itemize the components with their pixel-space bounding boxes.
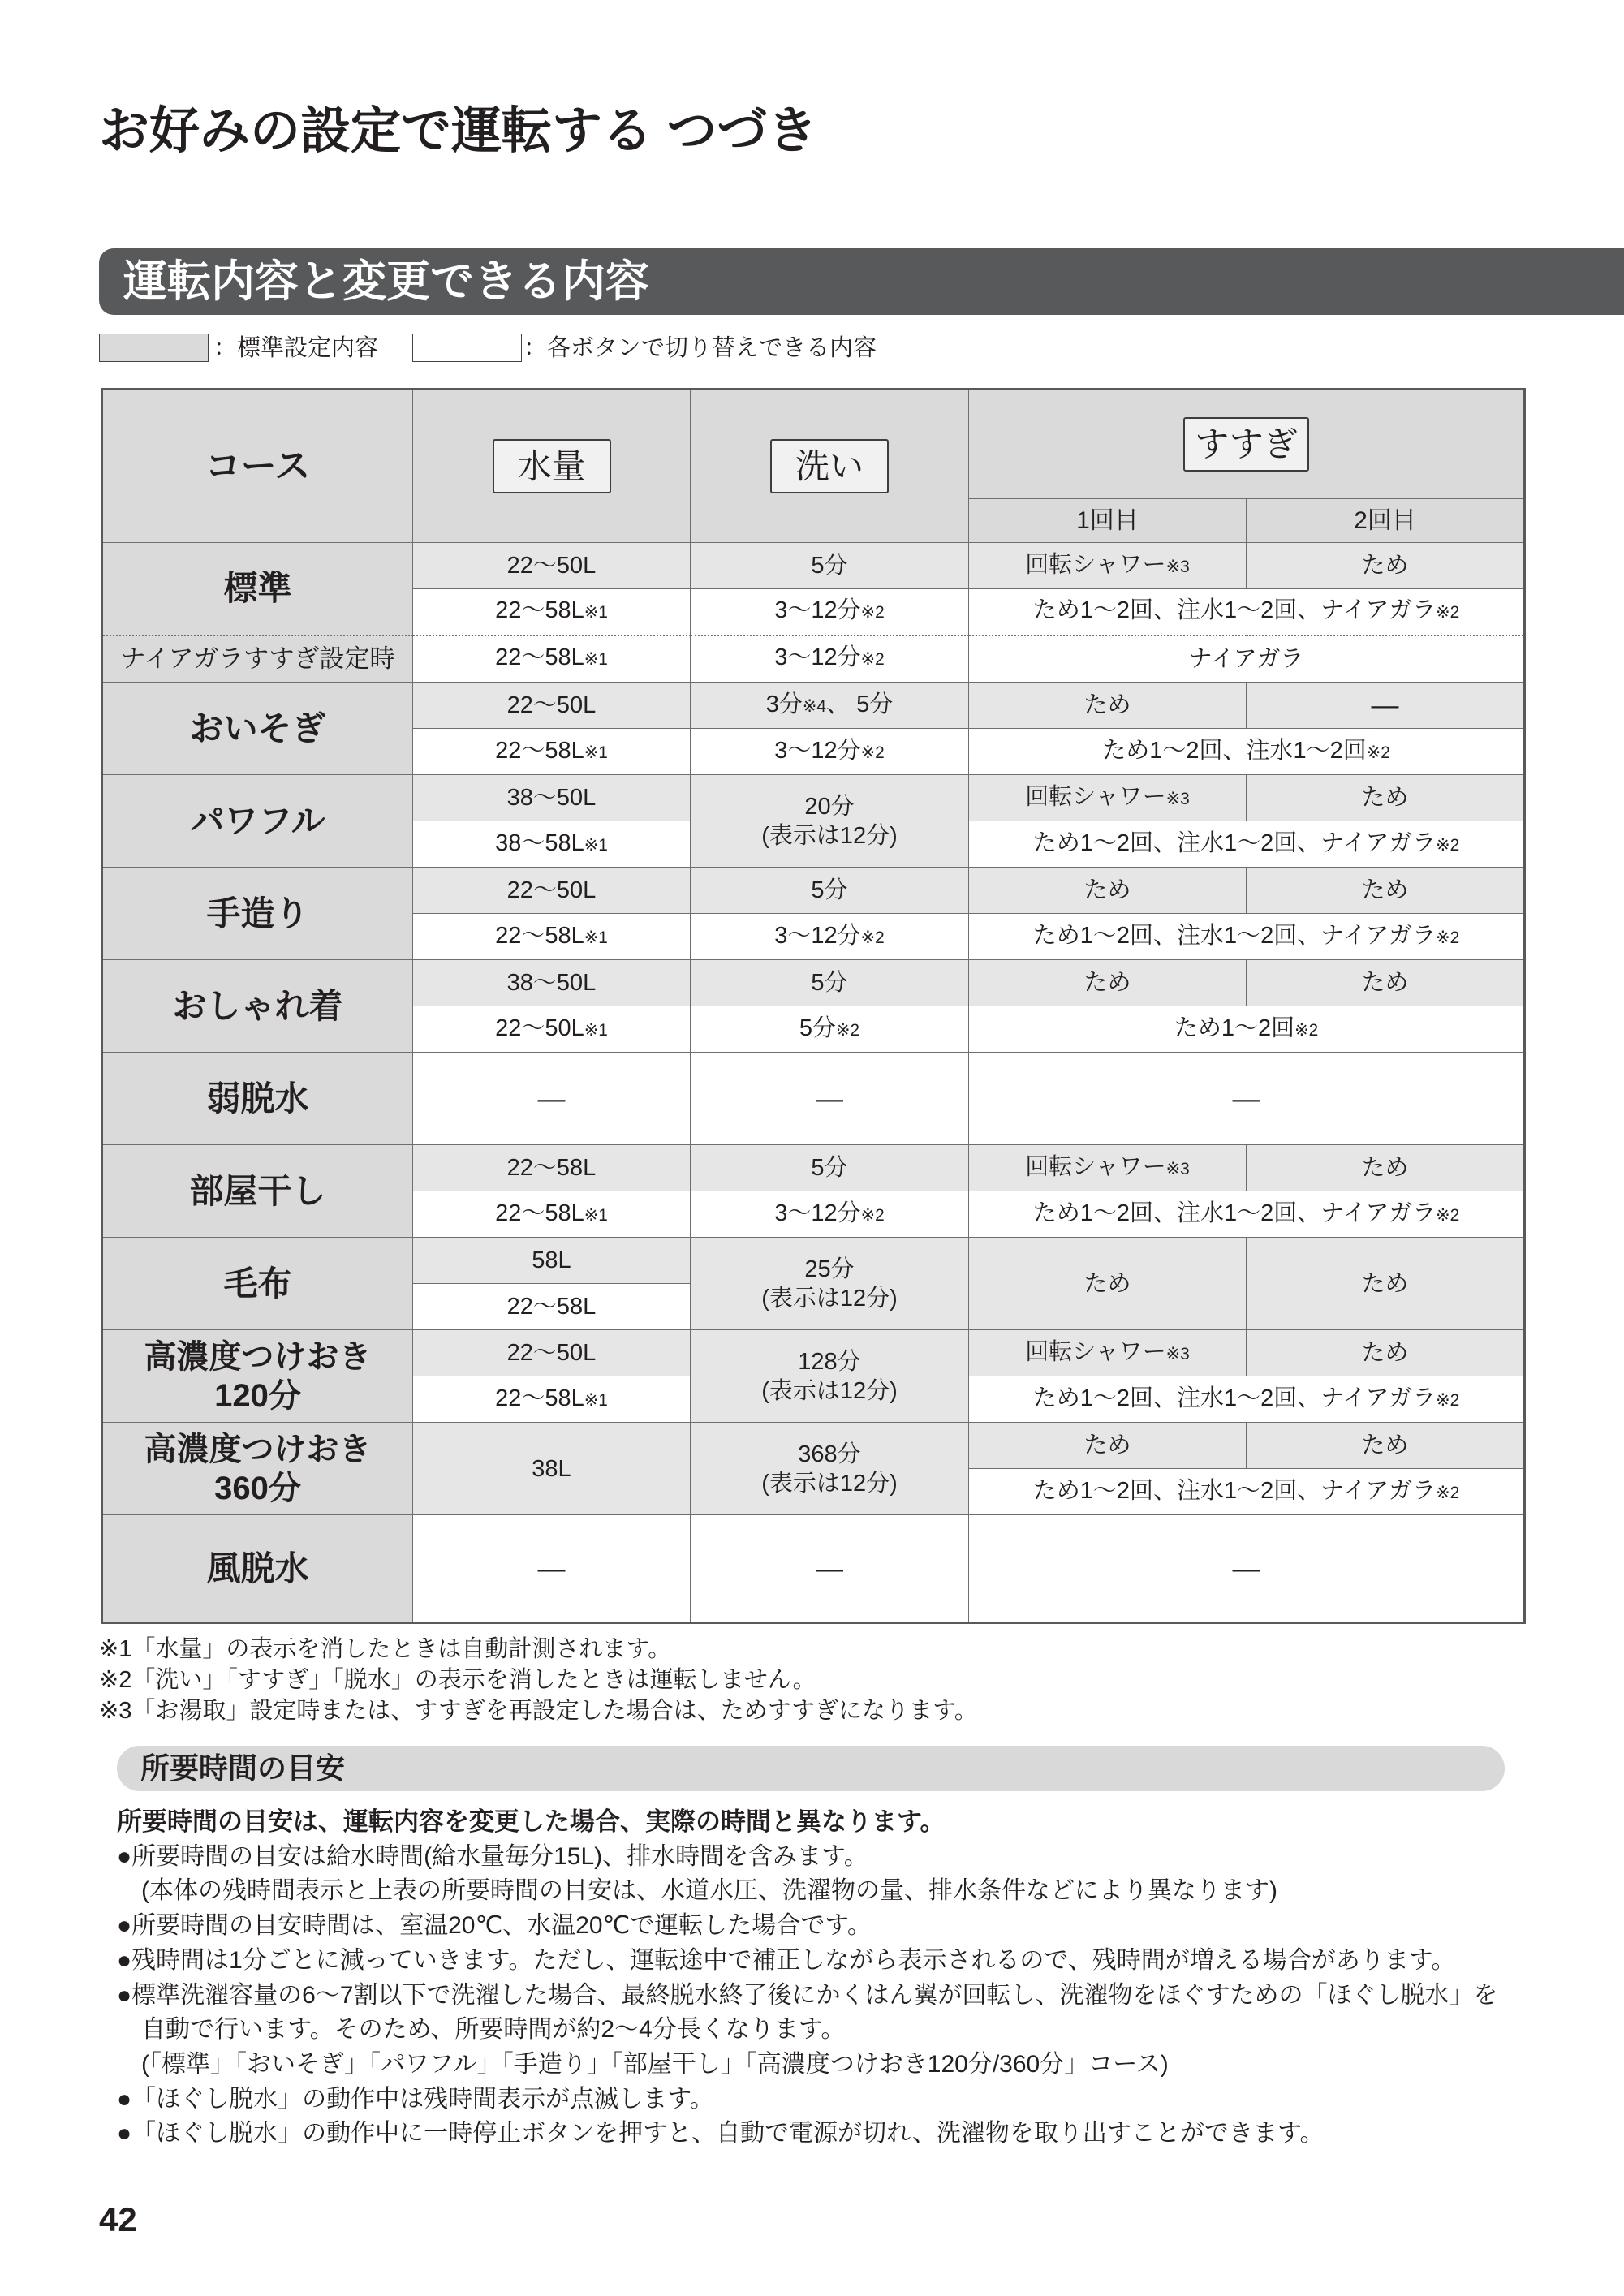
powerful-water-options: 38〜58L※1 [413,821,691,868]
course-air-dry: 風脱水 [102,1515,413,1623]
delicate-rinse-options: ため1〜2回※2 [969,1006,1525,1053]
course-soak-360-time: 360分 [214,1470,301,1506]
note-marker: ※1 [584,650,608,670]
note-marker: ※2 [836,1020,860,1040]
header-rinse [969,390,1525,499]
course-indoor-dry: 部屋干し [102,1145,413,1238]
soak-120-wash [691,1330,969,1423]
note-marker: ※1 [584,743,608,762]
duration-notes [117,1805,1602,2152]
indoor-dry-rinse2-default: ため [1247,1145,1525,1191]
header-rinse-1st: 1回目 [969,499,1247,543]
soak-120-rinse1-default: 回転シャワー※3 [969,1330,1247,1376]
soak-120-wash-display: (表示は12分) [761,1377,898,1404]
course-blanket: 毛布 [102,1238,413,1330]
soak-120-wash-time: 128分 [798,1348,861,1375]
note-marker: ※3 [1165,1159,1190,1178]
note-marker: ※1 [584,928,608,947]
standard-rinse-options: ため1〜2回、注水1〜2回、ナイアガラ※2 [969,589,1525,635]
soak-120-water-options: 22〜58L※1 [413,1376,691,1423]
standard-rinse2-default: ため [1247,543,1525,589]
course-delicate: おしゃれ着 [102,960,413,1053]
footnotes [99,1634,1560,1726]
note-marker: ※1 [584,1205,608,1225]
note-marker: ※2 [1436,1390,1460,1410]
standard-wash-default: 5分 [691,543,969,589]
soak-120-water-default: 22〜50L [413,1330,691,1376]
header-water [413,390,691,543]
powerful-rinse2-default: ため [1247,775,1525,821]
niagara-water: 22〜58L※1 [413,635,691,683]
footnote-1: ※1「水量」の表示を消したときは自動計測されます。 [99,1636,672,1662]
note-marker: ※2 [860,1205,885,1225]
bullet-item: ●残時間は1分ごとに減っていきます。ただし、運転途中で補正しながら表示されるので、残時間が増える場合があります。 [117,1946,1456,1974]
note-marker: ※2 [1294,1020,1319,1040]
course-soak-120-name: 高濃度つけおき [144,1338,372,1375]
handmade-rinse2-default: ため [1247,868,1525,914]
powerful-wash [691,775,969,868]
blanket-rinse2: ため [1247,1238,1525,1330]
course-niagara-setting: ナイアガラすすぎ設定時 [102,635,413,683]
note-marker: ※2 [1366,743,1390,762]
standard-water-options: 22〜58L※1 [413,589,691,635]
note-marker: ※2 [860,650,885,670]
weak-spin-water: — [413,1053,691,1145]
handmade-rinse1-default: ため [969,868,1247,914]
blanket-wash [691,1238,969,1330]
powerful-water-default: 38〜50L [413,775,691,821]
duration-lead: 所要時間の目安は、運転内容を変更した場合、実際の時間と異なります。 [117,1807,946,1836]
note-marker: ※2 [860,603,885,622]
standard-rinse1-default: 回転シャワー※3 [969,543,1247,589]
course-soak-120-time: 120分 [214,1377,301,1414]
delicate-wash-options: 5分※2 [691,1006,969,1053]
wash-button-label: 洗い [770,439,889,493]
indoor-dry-rinse-options: ため1〜2回、注水1〜2回、ナイアガラ※2 [969,1191,1525,1238]
powerful-wash-display: (表示は12分) [761,822,898,849]
footnote-2: ※2「洗い」「すすぎ」「脱水」の表示を消したときは運転しません。 [99,1667,816,1693]
bullet-item: ●「ほぐし脱水」の動作中は残時間表示が点滅します。 [117,2085,714,2113]
powerful-rinse1-default: 回転シャワー※3 [969,775,1247,821]
bullet-item: ●標準洗濯容量の6〜7割以下で洗濯した場合、最終脱水終了後にかくはん翼が回転し、洗濯物をほぐすための「ほぐし脱水」を [117,1981,1498,2009]
note-marker: ※2 [1436,835,1460,855]
indoor-dry-wash-options: 3〜12分※2 [691,1191,969,1238]
note-marker: ※2 [1436,928,1460,947]
legend [99,332,1073,364]
course-weak-spin: 弱脱水 [102,1053,413,1145]
course-handmade: 手造り [102,868,413,960]
note-marker: ※2 [860,928,885,947]
header-wash [691,390,969,543]
powerful-rinse-options: ため1〜2回、注水1〜2回、ナイアガラ※2 [969,821,1525,868]
course-settings-table [101,388,1526,1624]
note-marker: ※1 [584,1020,608,1040]
course-soak-360-name: 高濃度つけおき [144,1431,372,1467]
niagara-rinse: ナイアガラ [969,635,1525,683]
air-dry-rinse: — [969,1515,1525,1623]
indoor-dry-wash-default: 5分 [691,1145,969,1191]
legend-switchable-label: ：各ボタンで切り替えできる内容 [523,335,877,361]
legend-standard-label: ：標準設定内容 [213,335,379,361]
bullet-item: ●所要時間の目安時間は、室温20℃、水温20℃で運転した場合です。 [117,1912,872,1940]
soak-360-wash-time: 368分 [798,1441,861,1467]
blanket-water-options: 22〜58L [413,1284,691,1330]
legend-standard-swatch [99,334,209,362]
blanket-water-default: 58L [413,1238,691,1284]
water-button-label: 水量 [493,439,611,493]
soak-360-rinse1-default: ため [969,1423,1247,1469]
subsection-title: 所要時間の目安 [140,1751,346,1785]
delicate-rinse1-default: ため [969,960,1247,1006]
header-rinse-2nd: 2回目 [1247,499,1525,543]
note-marker: ※2 [1436,1483,1460,1502]
oisogi-water-options: 22〜58L※1 [413,729,691,775]
note-marker: ※2 [860,743,885,762]
indoor-dry-water-default: 22〜58L [413,1145,691,1191]
course-soak-360 [102,1423,413,1515]
indoor-dry-rinse1-default: 回転シャワー※3 [969,1145,1247,1191]
delicate-water-options: 22〜50L※1 [413,1006,691,1053]
rinse-button-label: すすぎ [1183,417,1308,472]
note-marker: ※1 [584,603,608,622]
niagara-wash: 3〜12分※2 [691,635,969,683]
subsection-header-bar [117,1746,1505,1791]
oisogi-wash-default: 3分※4、 5分 [691,683,969,729]
oisogi-wash-options: 3〜12分※2 [691,729,969,775]
handmade-water-default: 22〜50L [413,868,691,914]
page-title: お好みの設定で運転する つづき [99,103,818,159]
bullet-item: ●「ほぐし脱水」の動作中に一時停止ボタンを押すと、自動で電源が切れ、洗濯物を取り出すことができます。 [117,2120,1325,2147]
soak-360-wash [691,1423,969,1515]
soak-360-rinse-options: ため1〜2回、注水1〜2回、ナイアガラ※2 [969,1469,1525,1515]
bullet-continuation: 自動で行います。そのため、所要時間が約2〜4分長くなります。 [141,2016,846,2044]
page-number: 42 [99,2200,137,2238]
delicate-rinse2-default: ため [1247,960,1525,1006]
legend-switchable-swatch [412,334,522,362]
soak-360-water: 38L [413,1423,691,1515]
handmade-wash-default: 5分 [691,868,969,914]
standard-water-default: 22〜50L [413,543,691,589]
handmade-wash-options: 3〜12分※2 [691,914,969,960]
indoor-dry-water-options: 22〜58L※1 [413,1191,691,1238]
oisogi-rinse1-default: ため [969,683,1247,729]
blanket-wash-time: 25分 [804,1256,855,1282]
air-dry-water: — [413,1515,691,1623]
weak-spin-rinse: — [969,1053,1525,1145]
note-marker: ※1 [584,835,608,855]
oisogi-water-default: 22〜50L [413,683,691,729]
weak-spin-wash: — [691,1053,969,1145]
bullet-continuation: (「標準」「おいそぎ」「パワフル」「手造り」「部屋干し」「高濃度つけおき120分/360分」コース) [141,2050,1169,2078]
soak-120-rinse2-default: ため [1247,1330,1525,1376]
course-oisogi: おいそぎ [102,683,413,775]
note-marker: ※3 [1165,1344,1190,1363]
soak-120-rinse-options: ため1〜2回、注水1〜2回、ナイアガラ※2 [969,1376,1525,1423]
note-marker: ※2 [1436,1205,1460,1225]
handmade-water-options: 22〜58L※1 [413,914,691,960]
footnote-3: ※3「お湯取」設定時または、すすぎを再設定した場合は、ためすすぎになります。 [99,1698,978,1724]
course-soak-120 [102,1330,413,1423]
oisogi-rinse-options: ため1〜2回、注水1〜2回※2 [969,729,1525,775]
air-dry-wash: — [691,1515,969,1623]
soak-360-rinse2-default: ため [1247,1423,1525,1469]
soak-360-wash-display: (表示は12分) [761,1470,898,1497]
course-standard: 標準 [102,543,413,635]
note-marker: ※4 [802,696,827,716]
blanket-wash-display: (表示は12分) [761,1285,898,1312]
note-marker: ※3 [1165,789,1190,808]
bullet-item: ●所要時間の目安は給水時間(給水量毎分15L)、排水時間を含みます。 [117,1842,868,1870]
powerful-wash-time: 20分 [804,793,855,820]
bullet-continuation: (本体の残時間表示と上表の所要時間の目安は、水道水圧、洗濯物の量、排水条件などにより異なります) [141,1877,1277,1905]
note-marker: ※2 [1436,603,1460,622]
course-powerful: パワフル [102,775,413,868]
note-marker: ※3 [1165,557,1190,576]
oisogi-rinse2-default: — [1247,683,1525,729]
handmade-rinse-options: ため1〜2回、注水1〜2回、ナイアガラ※2 [969,914,1525,960]
section-title: 運転内容と変更できる内容 [123,257,649,306]
section-header-bar [99,248,1624,315]
delicate-water-default: 38〜50L [413,960,691,1006]
standard-wash-options: 3〜12分※2 [691,589,969,635]
delicate-wash-default: 5分 [691,960,969,1006]
blanket-rinse1: ため [969,1238,1247,1330]
note-marker: ※1 [584,1390,608,1410]
header-course: コース [102,390,413,543]
